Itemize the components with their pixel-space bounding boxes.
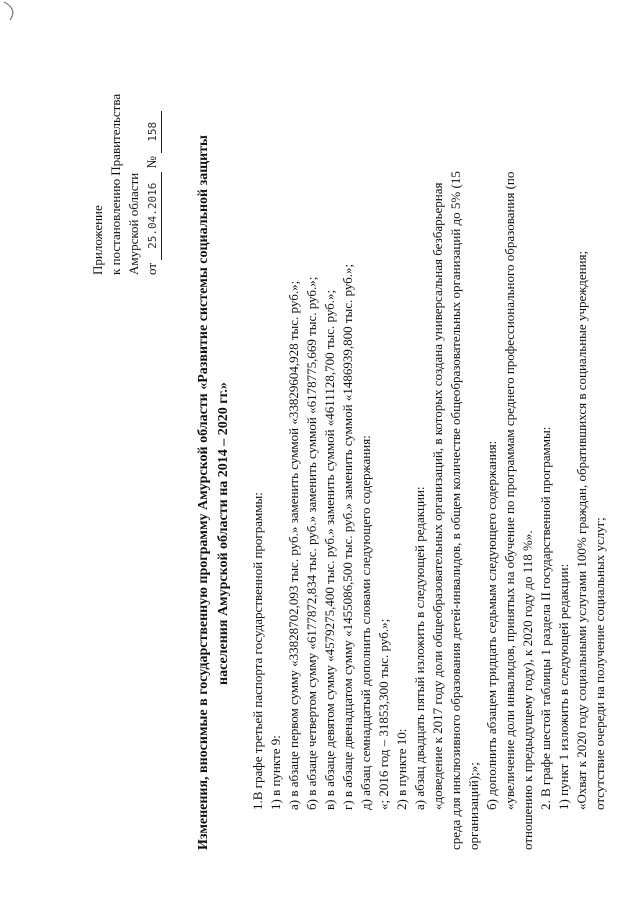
- approval-line-2: к постановлению Правительства: [108, 93, 123, 275]
- date-value: 25.04.2016: [145, 172, 162, 260]
- approval-line-3: Амурской области: [126, 172, 141, 275]
- body-line: 1.В графе третьей паспорта государственной программы:: [250, 492, 265, 810]
- document-sheet: [60, 40, 620, 890]
- approval-date-row: [144, 111, 162, 275]
- approval-line-1: Приложение: [90, 205, 105, 275]
- date-prefix: от: [144, 262, 159, 275]
- body-line: 2. В графе шестой таблицы 1 раздела II государственной программы:: [538, 426, 553, 810]
- document-title-line-2: населения Амурской области на 2014 – 2020 гг.»: [216, 382, 231, 685]
- body-line: д) абзац семнадцатый дополнить словами следующего содержания:: [358, 435, 373, 810]
- body-line: «Охват к 2020 году социальными услугами 100% граждан, обратившихся в социальные учреждения;: [574, 250, 589, 810]
- number-value: 158: [145, 111, 162, 153]
- body-line: отсутствие очереди на получение социальных услуг;: [592, 517, 607, 810]
- scan-mark-icon: [0, 0, 24, 22]
- body-line: 1) пункт 1 изложить в следующей редакции:: [556, 563, 571, 810]
- body-line: 1) в пункте 9:: [268, 735, 283, 810]
- body-line: среда для инклюзивного образования детей-инвалидов, в общем количестве общеобразовательных организаций до 5% (15: [448, 171, 463, 850]
- body-line: а) в абзаце первом сумму «33828702,093 тыс. руб.» заменить суммой «33829604,928 тыс. руб.»;: [286, 280, 301, 810]
- body-line: «доведение к 2017 году доли общеобразовательных организаций, в которых создана универсальная безбарьерная: [430, 182, 445, 810]
- body-line: «увеличение доли инвалидов, принятых на обучение по программам среднего профессионального образования (по: [502, 171, 517, 810]
- body-line: отношению к предыдущему году), к 2020 году до 118 %».: [520, 530, 535, 850]
- document-title-line-1: Изменения, вносимые в государственную программу Амурской области «Развитие системы социальной защиты: [196, 135, 211, 850]
- body-line: а) абзац двадцать пятый изложить в следующей редакции:: [412, 486, 427, 810]
- body-line: б) дополнить абзацем тридцать седьмым следующего содержания:: [484, 440, 499, 810]
- number-prefix: №: [144, 156, 159, 169]
- body-line: организаций);»;: [466, 762, 481, 850]
- body-line: в) в абзаце девятом сумму «4579275,400 тыс. руб.» заменить суммой «4611128,700 тыс. руб.»;: [322, 289, 337, 810]
- body-line: б) в абзаце четвертом сумму «6177872,834 тыс. руб.» заменить суммой «6178775,669 тыс. руб.»;: [304, 276, 319, 810]
- body-line: г) в абзаце двенадцатом сумму «1455086,500 тыс. руб.» заменить суммой «1486939,800 тыс. руб.»;: [340, 263, 355, 810]
- body-line: «; 2016 год – 31853,300 тыс. руб.»;: [376, 618, 391, 810]
- body-line: 2) в пункте 10:: [394, 728, 409, 810]
